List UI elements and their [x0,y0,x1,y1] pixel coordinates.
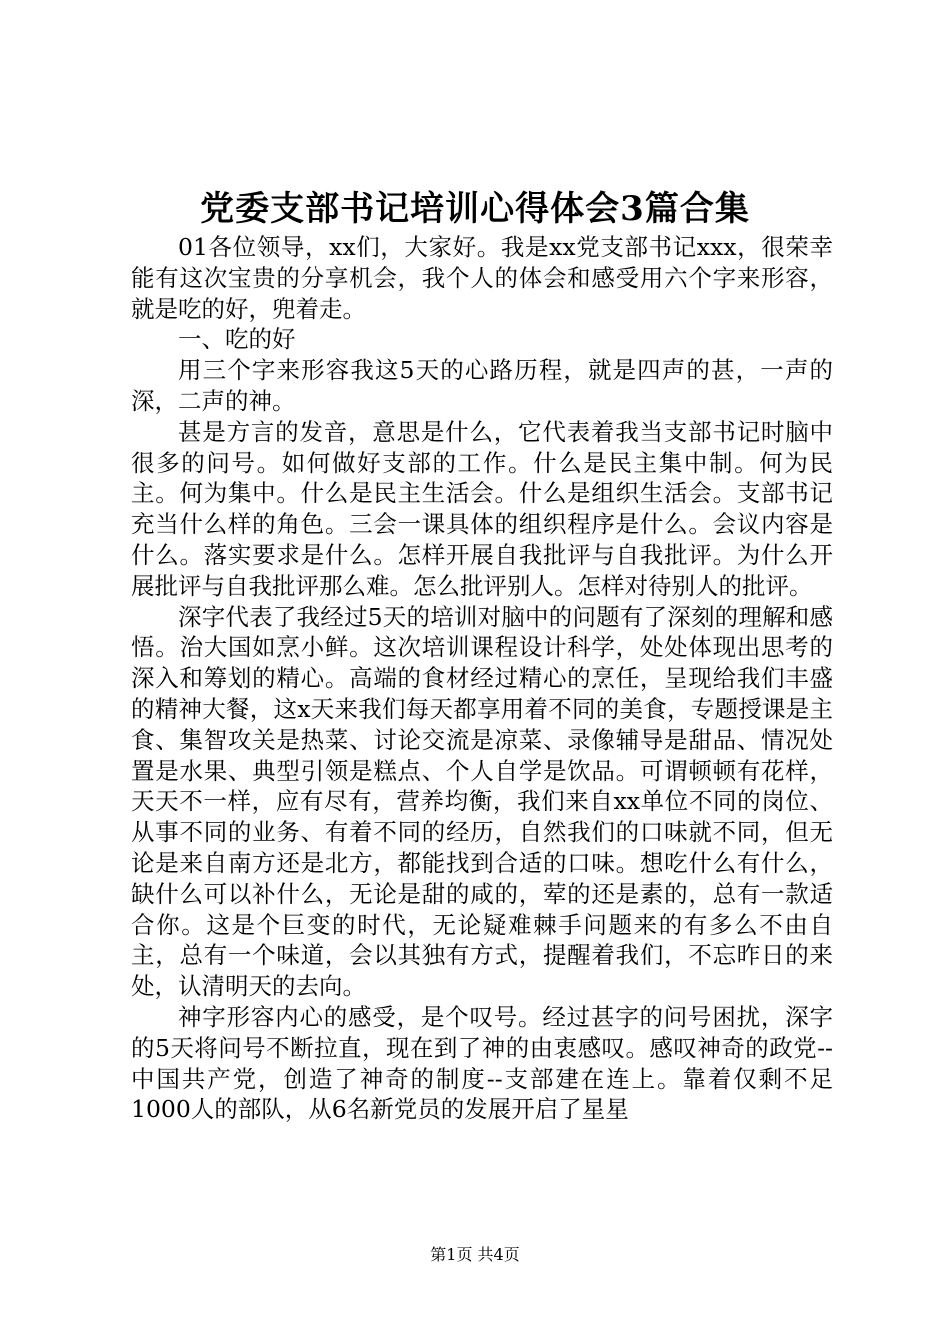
section-heading: 一、吃的好 [178,325,296,354]
paragraph: 用三个字来形容我这5天的心路历程，就是四声的甚，一声的深，二声的神。 [131,356,833,415]
document-body [131,232,833,1125]
paragraph: 神字形容内心的感受，是个叹号。经过甚字的问号困扰，深字的5天将问号不断拉直，现在到了神的由衷感叹。感叹神奇的政党--中国共产党，创造了神奇的制度--支部建在连上。靠着仅剩不足1000人的部队，从6名新党员的发展开启了星星 [131,1002,833,1124]
document-title: 党委支部书记培训心得体会3篇合集 [200,189,750,229]
paragraph: 01各位领导，xx们，大家好。我是xx党支部书记xxx，很荣幸能有这次宝贵的分享机会，我个人的体会和感受用六个字来形容，就是吃的好，兜着走。 [131,233,833,323]
page-footer: 第1页 共4页 [430,1245,520,1264]
paragraph: 深字代表了我经过5天的培训对脑中的问题有了深刻的理解和感悟。治大国如烹小鲜。这次培训课程设计科学，处处体现出思考的深入和筹划的精心。高端的食材经过精心的烹任，呈现给我们丰盛的精神大餐，这x天来我们每天都享用着不同的美食，专题授课是主食、集智攻关是热菜、讨论交流是凉菜、录像辅导是甜品、情况处置是水果、典型引领是糕点、个人自学是饮品。可谓顿顿有花样，天天不一样，应有尽有，营养均衡，我们来自xx单位不同的岗位、从事不同的业务、有着不同的经历，自然我们的口味就不同，但无论是来自南方还是北方，都能找到合适的口味。想吃什么有什么，缺什么可以补什么，无论是甜的咸的，荤的还是素的，总有一款适合你。这是个巨变的时代，无论疑难棘手问题来的有多么不由自主，总有一个味道，会以其独有方式，提醒着我们，不忘昨日的来处，认清明天的去向。 [131,602,833,1001]
paragraph: 甚是方言的发音，意思是什么，它代表着我当支部书记时脑中很多的问号。如何做好支部的工作。什么是民主集中制。何为民主。何为集中。什么是民主生活会。什么是组织生活会。支部书记充当什么样的角色。三会一课具体的组织程序是什么。会议内容是什么。落实要求是什么。怎样开展自我批评与自我批评。为什么开展批评与自我批评那么难。怎么批评别人。怎样对待别人的批评。 [131,417,833,600]
